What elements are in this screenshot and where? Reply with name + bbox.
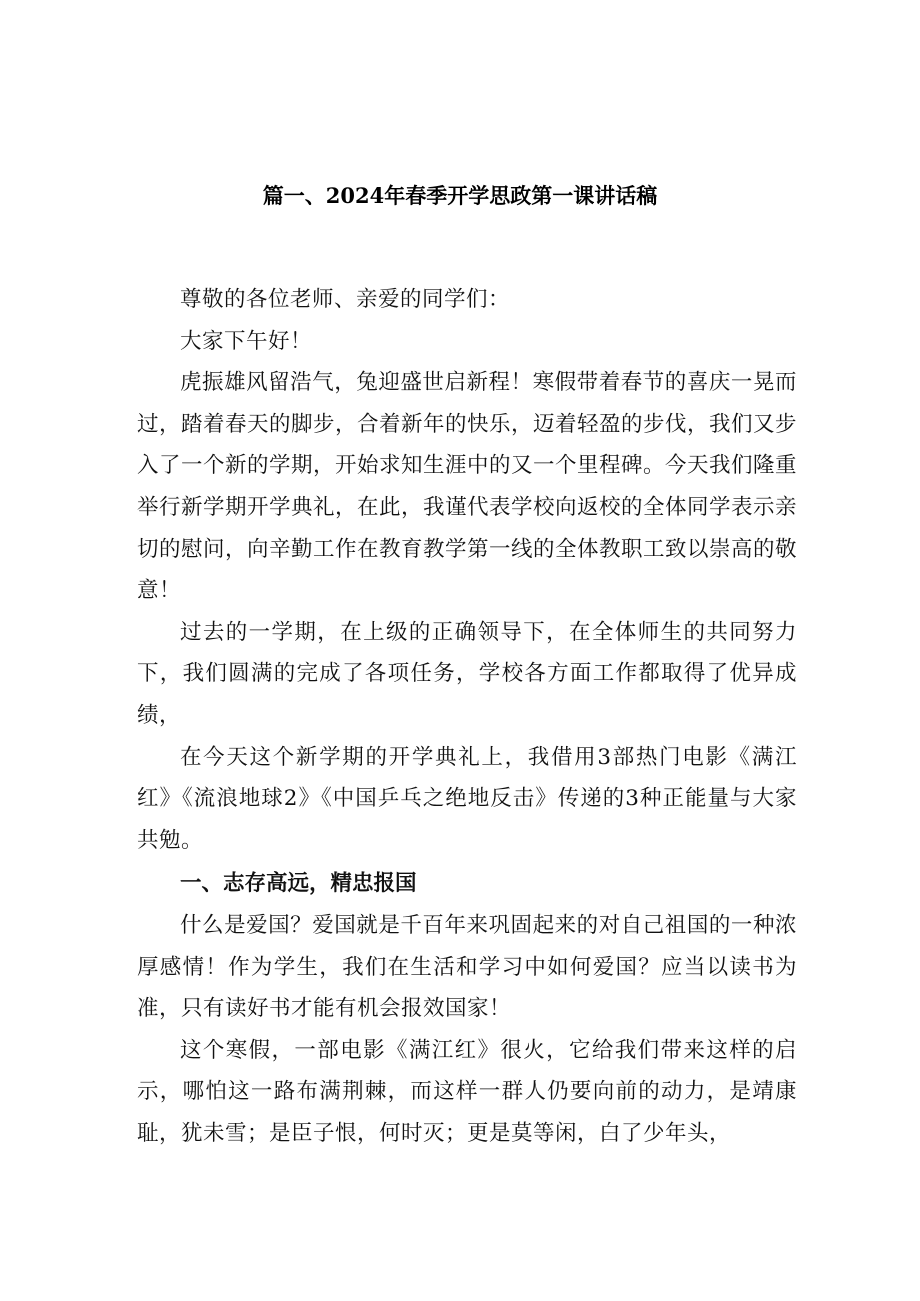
salutation: 尊敬的各位老师、亲爱的同学们： — [180, 287, 511, 312]
greeting: 大家下午好！ — [180, 328, 313, 354]
document-title: 篇一、2024年春季开学思政第一课讲话稿 — [262, 183, 658, 208]
paragraph: 过去的一学期，在上级的正确领导下，在全体师生的共同努力下，我们圆满的完成了各项任务，学校各方面工作都取得了优异成绩， — [137, 619, 797, 728]
paragraph: 虎振雄风留浩气，兔迎盛世启新程！寒假带着春节的喜庆一晃而过，踏着春天的脚步，合着新年的快乐，迈着轻盈的步伐，我们又步入了一个新的学期，开始求知生涯中的又一个里程碑。今天我们隆重举行新学期开学典礼，在此，我谨代表学校向返校的全体同学表示亲切的慰问，向辛勤工作在教育教学第一线的全体教职工致以崇高的敬意！ — [137, 370, 798, 604]
document-body — [137, 279, 797, 1154]
section-heading: 一、志存高远，精忠报国 — [180, 871, 417, 897]
paragraph: 这个寒假，一部电影《满江红》很火，它给我们带来这样的启示，哪怕这一路布满荆棘，而这样一群人仍要向前的动力，是靖康耻，犹未雪；是臣子恨，何时灭；更是莫等闲，白了少年头， — [137, 1037, 797, 1146]
paragraph: 什么是爱国？爱国就是千百年来巩固起来的对自己祖国的一种浓厚感情！作为学生，我们在生活和学习中如何爱国？应当以读书为准，只有读好书才能有机会报效国家！ — [137, 912, 797, 1022]
paragraph: 在今天这个新学期的开学典礼上，我借用3部热门电影《满江红》《流浪地球2》《中国乒乓之绝地反击》传递的3种正能量与大家共勉。 — [137, 744, 797, 853]
